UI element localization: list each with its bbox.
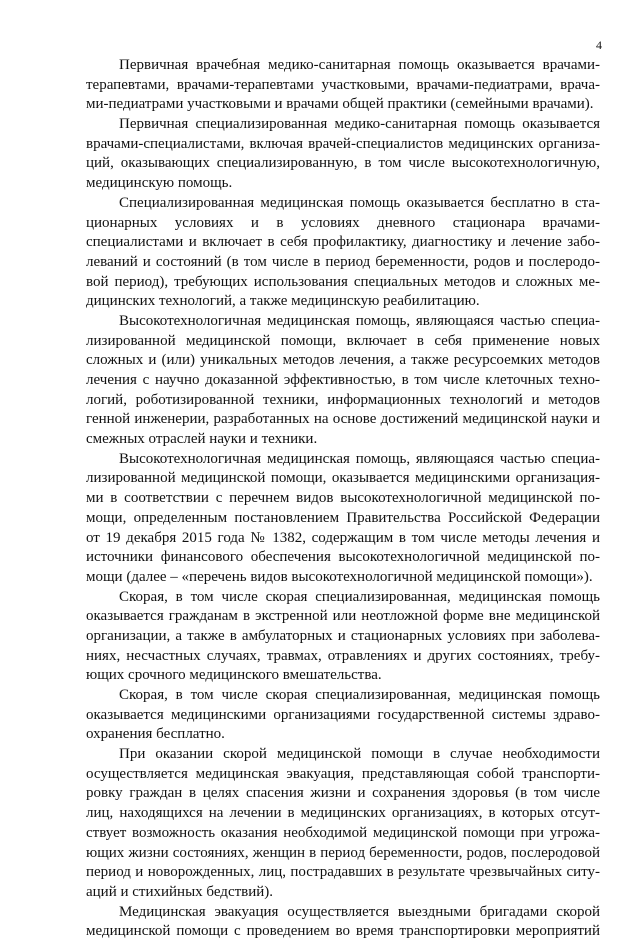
text-line: специалистами и включает в себя профилактику, диагностику и лечение забо- <box>86 234 600 251</box>
text-line: лечения с научно доказанной эффективностью, в том числе клеточных техно- <box>86 372 600 388</box>
text-line: от 19 декабря 2015 года № 1382, содержащим в том числе методы лечения и <box>86 529 600 546</box>
text-line: Медицинская эвакуация осуществляется выездными бригадами скорой <box>119 903 600 920</box>
text-line: терапевтами, врачами-терапевтами участковыми, врачами-педиатрами, врача- <box>86 76 600 93</box>
text-line: медицинской помощи с проведением во время транспортировки мероприятий <box>86 923 600 940</box>
text-line: При оказании скорой медицинской помощи в случае необходимости <box>119 746 600 763</box>
text-line: аций и стихийных бедствий). <box>86 883 274 900</box>
text-line: мощи, определенным постановлением Правительства Российской Федерации <box>86 509 600 526</box>
text-line: ющих срочного медицинского вмешательства. <box>86 667 382 684</box>
text-line: врачами-специалистами, включая врачей-специалистов медицинских организа- <box>86 135 600 152</box>
text-line: оказывается гражданам в экстренной или неотложной форме вне медицинской <box>86 608 600 625</box>
text-line: Первичная врачебная медико-санитарная помощь оказывается врачами- <box>119 57 600 73</box>
text-line: Первичная специализированная медико-санитарная помощь оказывается <box>119 116 600 133</box>
text-line: источники финансового обеспечения высокотехнологичной медицинской по- <box>86 549 600 566</box>
text-line: ровку граждан в целях спасения жизни и сохранения здоровья (в том числе <box>86 785 600 802</box>
text-line: лизированной медицинской помощи, оказывается медицинскими организация- <box>86 470 600 487</box>
text-line: период и новорожденных, лиц, пострадавших в результате чрезвычайных ситу- <box>86 864 600 881</box>
page-number: 4 <box>596 38 602 52</box>
text-line: ствует возможность оказания необходимой медицинской помощи при угрожа- <box>86 824 600 841</box>
text-line: леваний и состояний (в том числе в период беременности, родов и послеродо- <box>86 253 600 270</box>
text-line: дицинских технологий, а также медицинскую реабилитацию. <box>86 293 480 310</box>
text-line: охранения бесплатно. <box>86 726 225 743</box>
text-line: логий, роботизированной техники, информационных технологий и методов <box>86 391 600 408</box>
text-line: мощи (далее – «перечень видов высокотехнологичной медицинской помощи»). <box>86 568 593 585</box>
text-line: ций, оказывающих специализированную, в том числе высокотехнологичную, <box>86 155 600 172</box>
text-line: ющих жизни состояниях, женщин в период беременности, родов, послеродовой <box>86 844 600 861</box>
text-line: медицинскую помощь. <box>86 175 233 192</box>
text-line: ниях, несчастных случаях, травмах, отравлениях и других состояниях, требу- <box>86 647 600 664</box>
text-line: смежных отраслей науки и техники. <box>86 431 318 448</box>
text-line: ми-педиатрами участковыми и врачами общей практики (семейными врачами). <box>86 96 594 113</box>
text-line: лизированной медицинской помощи, включает в себя применение новых <box>86 332 600 349</box>
text-line: генной инженерии, разработанных на основе достижений медицинской науки и <box>86 411 600 428</box>
text-line: Высокотехнологичная медицинская помощь, являющаяся частью специа- <box>119 450 600 467</box>
text-line: лиц, находящихся на лечении в медицинских организациях, в которых отсут- <box>86 805 600 822</box>
text-line: ми в соответствии с перечнем видов высокотехнологичной медицинской по- <box>86 490 600 507</box>
text-line: Высокотехнологичная медицинская помощь, являющаяся частью специа- <box>119 312 600 329</box>
body-text <box>86 56 600 942</box>
text-line: организации, а также в амбулаторных и стационарных условиях при заболева- <box>86 627 600 644</box>
text-line: сложных и (или) уникальных методов лечения, а также ресурсоемких методов <box>86 352 600 369</box>
text-line: Скорая, в том числе скорая специализированная, медицинская помощь <box>119 588 600 605</box>
text-line: ционарных условиях и в условиях дневного стационара врачами- <box>86 214 600 231</box>
text-line: Скорая, в том числе скорая специализированная, медицинская помощь <box>119 687 600 703</box>
text-line: Специализированная медицинская помощь оказывается бесплатно в ста- <box>119 194 600 211</box>
text-line: осуществляется медицинская эвакуация, представляющая собой транспорти- <box>86 765 600 782</box>
text-line: вой период), требующих использования специальных методов и сложных ме- <box>86 273 600 290</box>
text-line: оказывается медицинскими организациями государственной системы здраво- <box>86 706 600 723</box>
